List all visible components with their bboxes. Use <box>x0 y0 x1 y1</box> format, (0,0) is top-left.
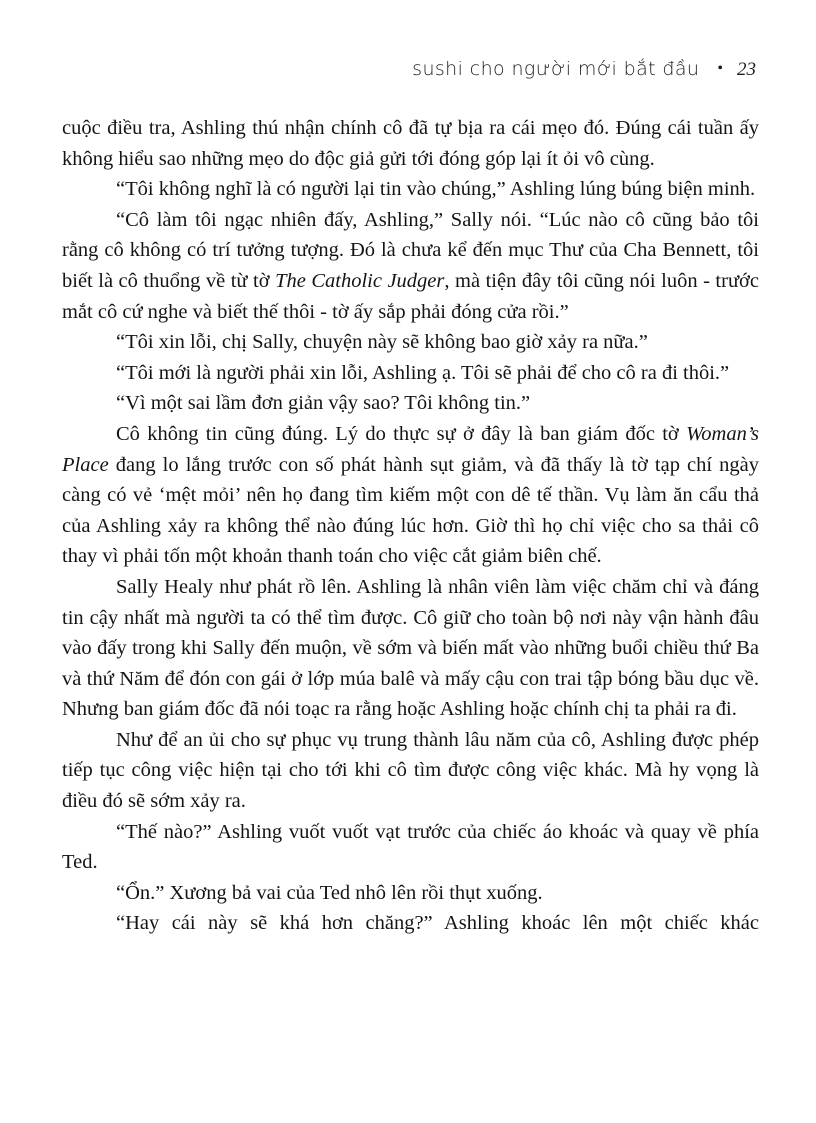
body-text <box>62 113 759 939</box>
italic-title: The Catholic Judger <box>275 269 445 292</box>
paragraph-text: “Vì một sai lầm đơn giản vậy sao? Tôi không tin.” <box>116 392 531 415</box>
paragraph-text: cuộc điều tra, Ashling thú nhận chính cô đã tự bịa ra cái mẹo đó. Đúng cái tuần ấy không hiểu sao những mẹo do độc giả gửi tới đóng góp lại ít ỏi vô cùng. <box>62 117 759 170</box>
paragraph-text: đang lo lắng trước con số phát hành sụt giảm, và đã thấy là tờ tạp chí ngày càng có vẻ ‘mệt mỏi’ nên họ đang tìm kiếm một con dê tế thần. Vụ làm ăn cẩu thả của Ashling xảy ra không thể nào đúng lúc hơn. Giờ thì họ chỉ việc cho sa thải cô thay vì phải tốn một khoản thanh toán cho việc cắt giảm biên chế. <box>62 453 759 568</box>
paragraph-text: “Thế nào?” Ashling vuốt vuốt vạt trước của chiếc áo khoác và quay về phía Ted. <box>62 820 759 874</box>
paragraph-text: “Tôi mới là người phải xin lỗi, Ashling ạ. Tôi sẽ phải để cho cô ra đi thôi.” <box>116 361 730 384</box>
running-header <box>412 58 756 81</box>
paragraph-text: “Ổn.” Xương bả vai của Ted nhô lên rồi thụt xuống. <box>116 881 543 904</box>
paragraph <box>62 113 759 174</box>
paragraph <box>62 327 759 358</box>
paragraph <box>62 174 759 205</box>
header-bullet: • <box>717 60 723 77</box>
italic-title: Woman’s Place <box>62 422 759 476</box>
paragraph-text: Sally Healy như phát rồ lên. Ashling là nhân viên làm việc chăm chỉ và đáng tin cậy nhất mà người ta có thể tìm được. Cô giữ cho toàn bộ nơi này vận hành đâu vào đấy trong khi Sally đến muộn, về sớm và biến mất vào những buổi chiều thứ Ba và thứ Năm để đón con gái ở lớp múa balê và mấy cậu con trai tập bóng bầu dục về. Nhưng ban giám đốc đã nói toạc ra rằng hoặc Ashling hoặc chính chị ta phải ra đi. <box>62 575 759 721</box>
paragraph <box>62 725 759 817</box>
paragraph-text: “Tôi không nghĩ là có người lại tin vào chúng,” Ashling lúng búng biện minh. <box>116 178 756 201</box>
paragraph <box>62 358 759 389</box>
paragraph-text: “Cô làm tôi ngạc nhiên đấy, Ashling,” Sally nói. “Lúc nào cô cũng bảo tôi rằng cô không có trí tưởng tượng. Đó là chưa kể đến mục Thư của Cha Bennett, tôi biết là cô thuổng về từ tờ <box>62 208 759 292</box>
paragraph <box>62 419 759 572</box>
paragraph-text: , mà tiện đây tôi cũng nói luôn - trước mắt cô cứ nghe và biết thế thôi - tờ ấy sắp phải đóng cửa rồi.” <box>62 269 759 323</box>
paragraph-text: “Tôi xin lỗi, chị Sally, chuyện này sẽ không bao giờ xảy ra nữa.” <box>116 331 648 354</box>
paragraph-text: Như để an ủi cho sự phục vụ trung thành lâu năm của cô, Ashling được phép tiếp tục công việc hiện tại cho tới khi cô tìm được công việc khác. Mà hy vọng là điều đó sẽ sớm xảy ra. <box>62 728 759 813</box>
paragraph-text: Cô không tin cũng đúng. Lý do thực sự ở đây là ban giám đốc tờ <box>116 422 687 445</box>
paragraph <box>62 908 759 939</box>
paragraph <box>62 878 759 909</box>
paragraph <box>62 817 759 878</box>
page-number: 23 <box>737 59 756 80</box>
running-header-title: sushi cho người mới bắt đầu <box>412 58 700 80</box>
paragraph <box>62 572 759 725</box>
paragraph <box>62 205 759 327</box>
paragraph-text: “Hay cái này sẽ khá hơn chăng?” Ashling khoác lên một chiếc khác <box>116 912 759 935</box>
paragraph <box>62 388 759 419</box>
